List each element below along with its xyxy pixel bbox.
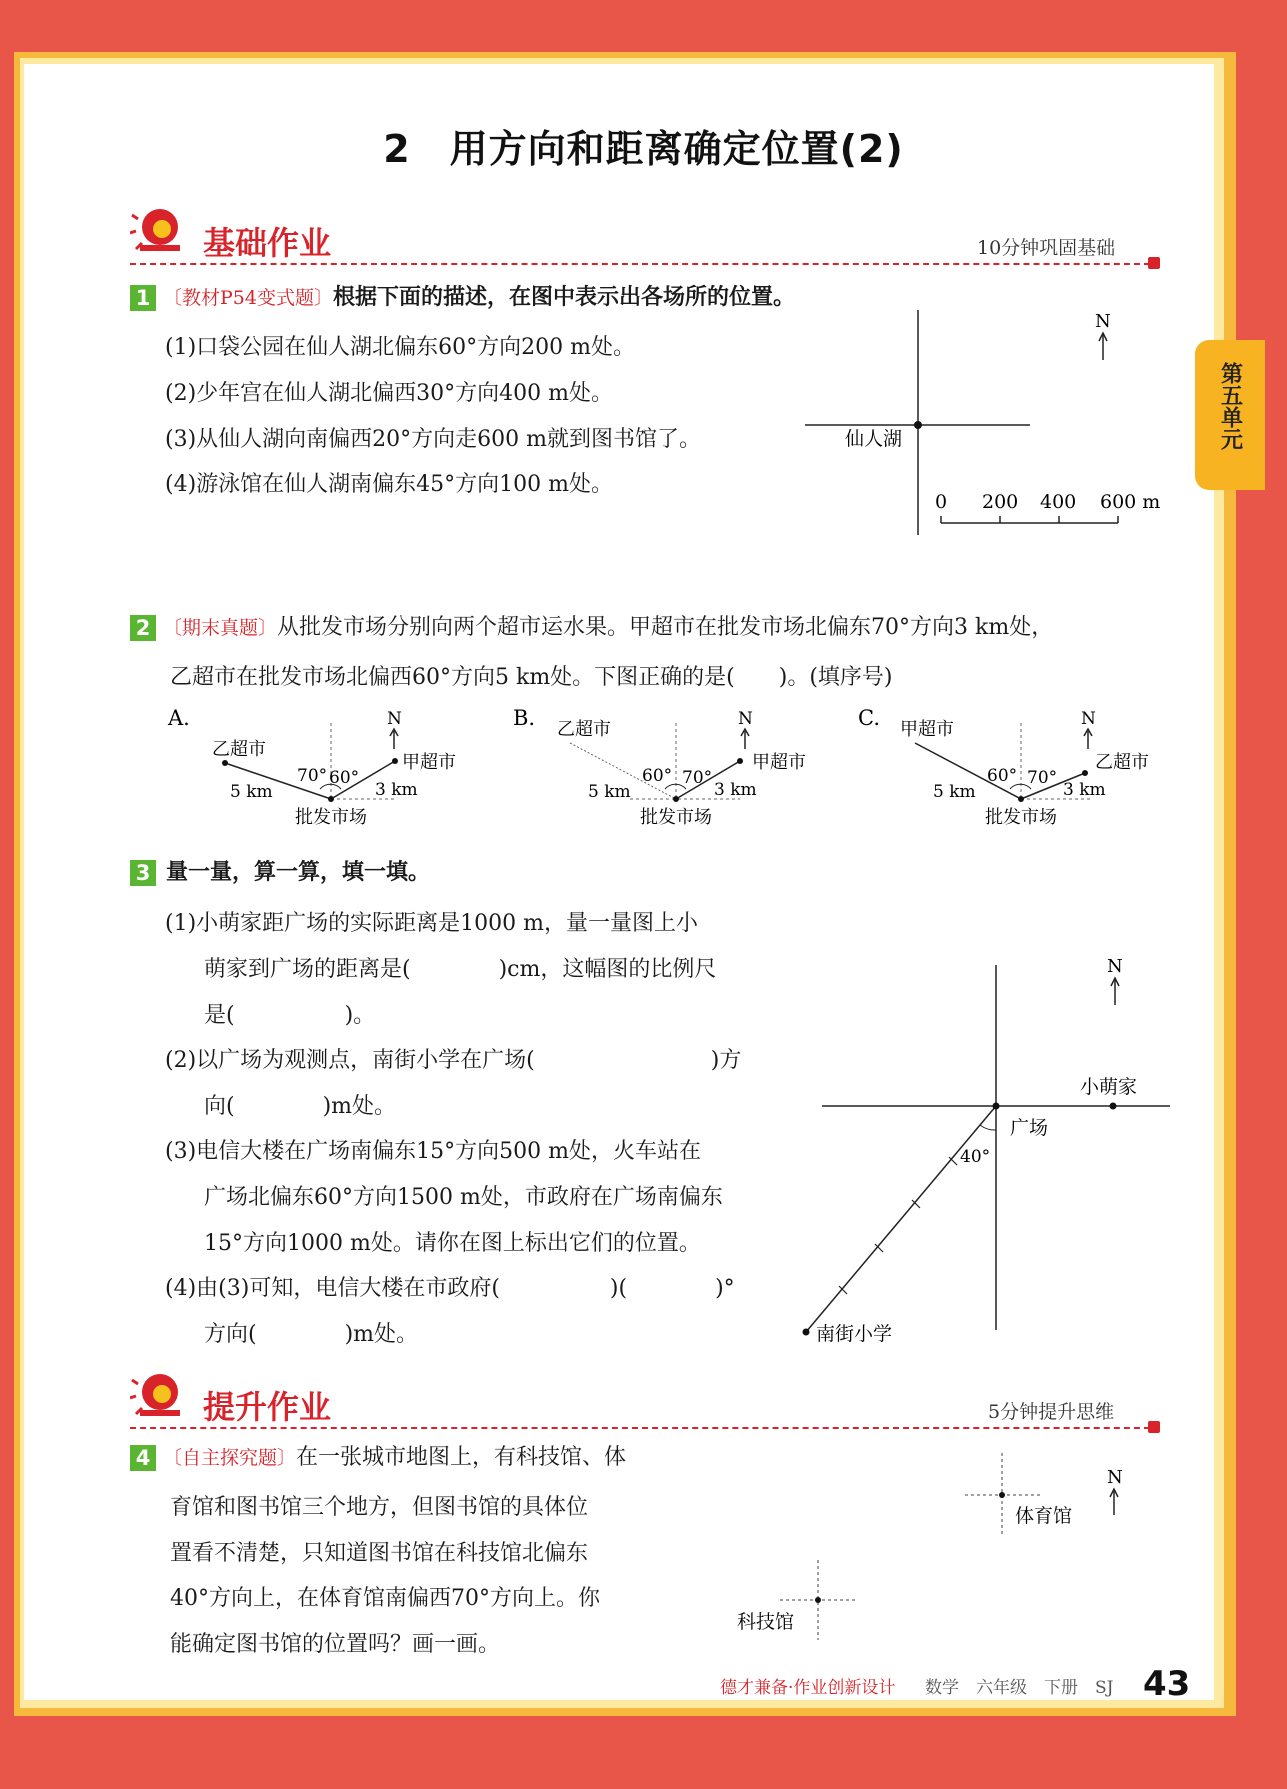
svg-text:乙超市: 乙超市 [557, 719, 611, 740]
q3-line: (4)由(3)可知，电信大楼在市政府( )( )° [165, 1276, 735, 1301]
svg-text:60°: 60° [642, 766, 673, 786]
lightbulb-icon [130, 1370, 186, 1420]
q1-figure [800, 305, 1180, 545]
section-basic-note: 10分钟巩固基础 [977, 237, 1116, 259]
divider [130, 1427, 1160, 1429]
svg-text:甲超市: 甲超市 [402, 752, 456, 773]
svg-text:60°: 60° [987, 766, 1018, 786]
question-number: 3 [130, 860, 156, 886]
question-prompt: 根据下面的描述，在图中表示出各场所的位置。 [332, 285, 795, 310]
section-advanced-note: 5分钟提升思维 [988, 1401, 1115, 1423]
square-label: 广场 [1010, 1117, 1049, 1139]
divider-end [1148, 257, 1160, 269]
section-advanced-heading: 提升作业 [203, 1388, 332, 1426]
gym-label: 体育馆 [1015, 1505, 1073, 1527]
question-number: 1 [130, 285, 156, 311]
svg-text:N: N [1081, 709, 1096, 729]
q1-item: (1)口袋公园在仙人湖北偏东60°方向200 m处。 [165, 335, 636, 360]
q3-line: (3)电信大楼在广场南偏东15°方向500 m处，火车站在 [165, 1139, 702, 1164]
q3-line: 萌家到广场的距离是( )cm，这幅图的比例尺 [204, 957, 717, 982]
svg-text:乙超市: 乙超市 [212, 739, 266, 760]
svg-text:70°: 70° [682, 768, 713, 788]
page-number: 43 [1143, 1664, 1191, 1704]
svg-text:甲超市: 甲超市 [900, 719, 954, 740]
option-label: B. [513, 706, 536, 730]
svg-text:批发市场: 批发市场 [985, 807, 1057, 828]
q4-figure [730, 1445, 1150, 1660]
scale-label: 400 [1040, 491, 1077, 513]
option-label: C. [858, 706, 880, 730]
option-label: A. [168, 706, 190, 730]
q4-line: 育馆和图书馆三个地方，但图书馆的具体位 [170, 1495, 589, 1520]
q3-line: 向( )m处。 [204, 1094, 397, 1119]
q4-line: 能确定图书馆的位置吗？画一画。 [170, 1632, 501, 1657]
q3-line: (1)小萌家距广场的实际距离是1000 m，量一量图上小 [165, 911, 699, 936]
q3-line: 方向( )m处。 [204, 1322, 419, 1347]
footer-subject: 数学 六年级 下册 SJ [925, 1678, 1114, 1698]
svg-text:70°: 70° [297, 766, 328, 786]
question-prompt: 量一量，算一算，填一填。 [166, 860, 431, 885]
museum-label: 科技馆 [737, 1611, 795, 1633]
svg-text:N: N [387, 709, 402, 729]
option-a-figure [165, 703, 495, 833]
question-tag: 〔自主探究题〕 [163, 1447, 297, 1469]
question-number: 4 [130, 1445, 156, 1471]
question-number: 2 [130, 615, 156, 641]
q3-figure [800, 950, 1180, 1350]
section-basic-heading: 基础作业 [203, 224, 332, 262]
svg-text:60°: 60° [329, 768, 360, 788]
svg-text:甲超市: 甲超市 [752, 752, 806, 773]
lightbulb-icon [130, 205, 186, 255]
north-label: N [1107, 1467, 1123, 1488]
q4-line: 40°方向上，在体育馆南偏西70°方向上。你 [170, 1586, 600, 1611]
unit-tab-label: 第五单元 [1217, 362, 1243, 450]
scale-label: 600 m [1100, 491, 1161, 513]
svg-text:乙超市: 乙超市 [1095, 752, 1149, 773]
home-label: 小萌家 [1080, 1076, 1138, 1098]
angle-label: 40° [960, 1147, 991, 1167]
q1-item: (3)从仙人湖向南偏西20°方向走600 m就到图书馆了。 [165, 427, 702, 452]
option-c-figure [855, 703, 1185, 833]
q3-line: 是( )。 [204, 1003, 376, 1028]
question-text: 在一张城市地图上，有科技馆、体 [296, 1445, 627, 1470]
unit-tab [1195, 340, 1265, 490]
page-title: 2 用方向和距离确定位置(2) [383, 127, 904, 171]
north-label: N [1107, 956, 1123, 977]
divider-end [1148, 1421, 1160, 1433]
divider [130, 263, 1160, 265]
q4-line: 置看不清楚，只知道图书馆在科技馆北偏东 [170, 1541, 589, 1566]
svg-text:批发市场: 批发市场 [640, 807, 712, 828]
svg-text:3 km: 3 km [375, 780, 418, 800]
svg-text:70°: 70° [1027, 768, 1058, 788]
question-text: 乙超市在批发市场北偏西60°方向5 km处。下图正确的是( )。(填序号) [170, 665, 893, 690]
q1-item: (4)游泳馆在仙人湖南偏东45°方向100 m处。 [165, 472, 614, 497]
q1-center-label: 仙人湖 [845, 428, 903, 450]
scale-label: 0 [935, 491, 948, 513]
q3-line: (2)以广场为观测点，南街小学在广场( )方 [165, 1048, 742, 1073]
north-label: N [1095, 311, 1111, 332]
question-tag: 〔期末真题〕 [163, 617, 278, 639]
svg-text:3 km: 3 km [1063, 780, 1106, 800]
footer-brand: 德才兼备·作业创新设计 [720, 1678, 896, 1698]
scale-label: 200 [982, 491, 1019, 513]
q1-item: (2)少年宫在仙人湖北偏西30°方向400 m处。 [165, 381, 614, 406]
svg-text:5 km: 5 km [230, 782, 273, 802]
svg-text:5 km: 5 km [933, 782, 976, 802]
option-b-figure [510, 703, 840, 833]
question-text: 从批发市场分别向两个超市运水果。甲超市在批发市场北偏东70°方向3 km处， [277, 615, 1054, 640]
svg-text:3 km: 3 km [714, 780, 757, 800]
q3-line: 15°方向1000 m处。请你在图上标出它们的位置。 [204, 1231, 701, 1256]
svg-text:批发市场: 批发市场 [295, 807, 367, 828]
svg-text:N: N [738, 709, 753, 729]
svg-text:5 km: 5 km [588, 782, 631, 802]
question-tag: 〔教材P54变式题〕 [163, 287, 333, 309]
school-label: 南街小学 [816, 1323, 893, 1345]
q3-line: 广场北偏东60°方向1500 m处，市政府在广场南偏东 [204, 1185, 723, 1210]
